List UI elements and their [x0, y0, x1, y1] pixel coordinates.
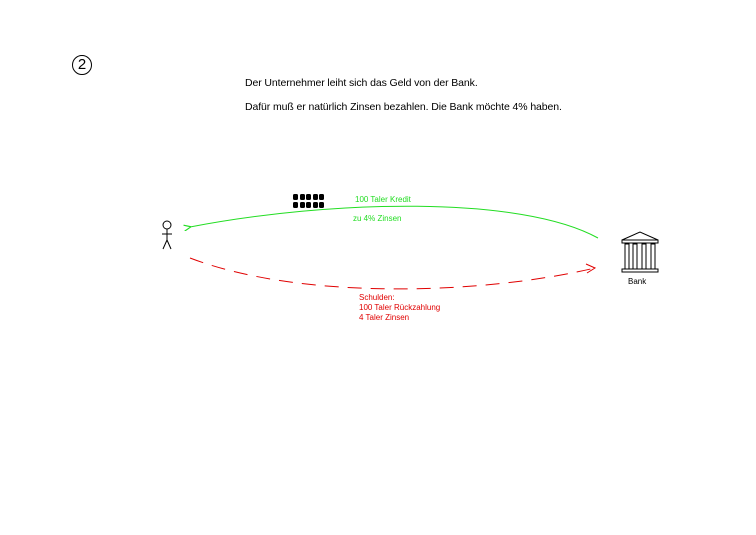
debt-label-repayment: 100 Taler Rückzahlung: [359, 303, 441, 312]
bank-building-icon: [622, 232, 658, 272]
entrepreneur-stick-figure-icon: [162, 221, 172, 249]
credit-label-interest: zu 4% Zinsen: [353, 214, 402, 223]
explanation-line-2: Dafür muß er natürlich Zinsen bezahlen. Die Bank möchte 4% haben.: [245, 101, 562, 113]
step-number-badge: 2: [72, 55, 92, 75]
debt-label-interest: 4 Taler Zinsen: [359, 313, 410, 322]
bank-label: Bank: [628, 277, 647, 286]
coin-stack-icon: [293, 194, 324, 208]
debt-arrow: [190, 258, 595, 289]
explanation-line-1: Der Unternehmer leiht sich das Geld von der Bank.: [245, 77, 478, 89]
debt-label-title: Schulden:: [359, 293, 395, 302]
credit-label-amount: 100 Taler Kredit: [355, 195, 411, 204]
debt-arrowhead: [586, 264, 595, 273]
